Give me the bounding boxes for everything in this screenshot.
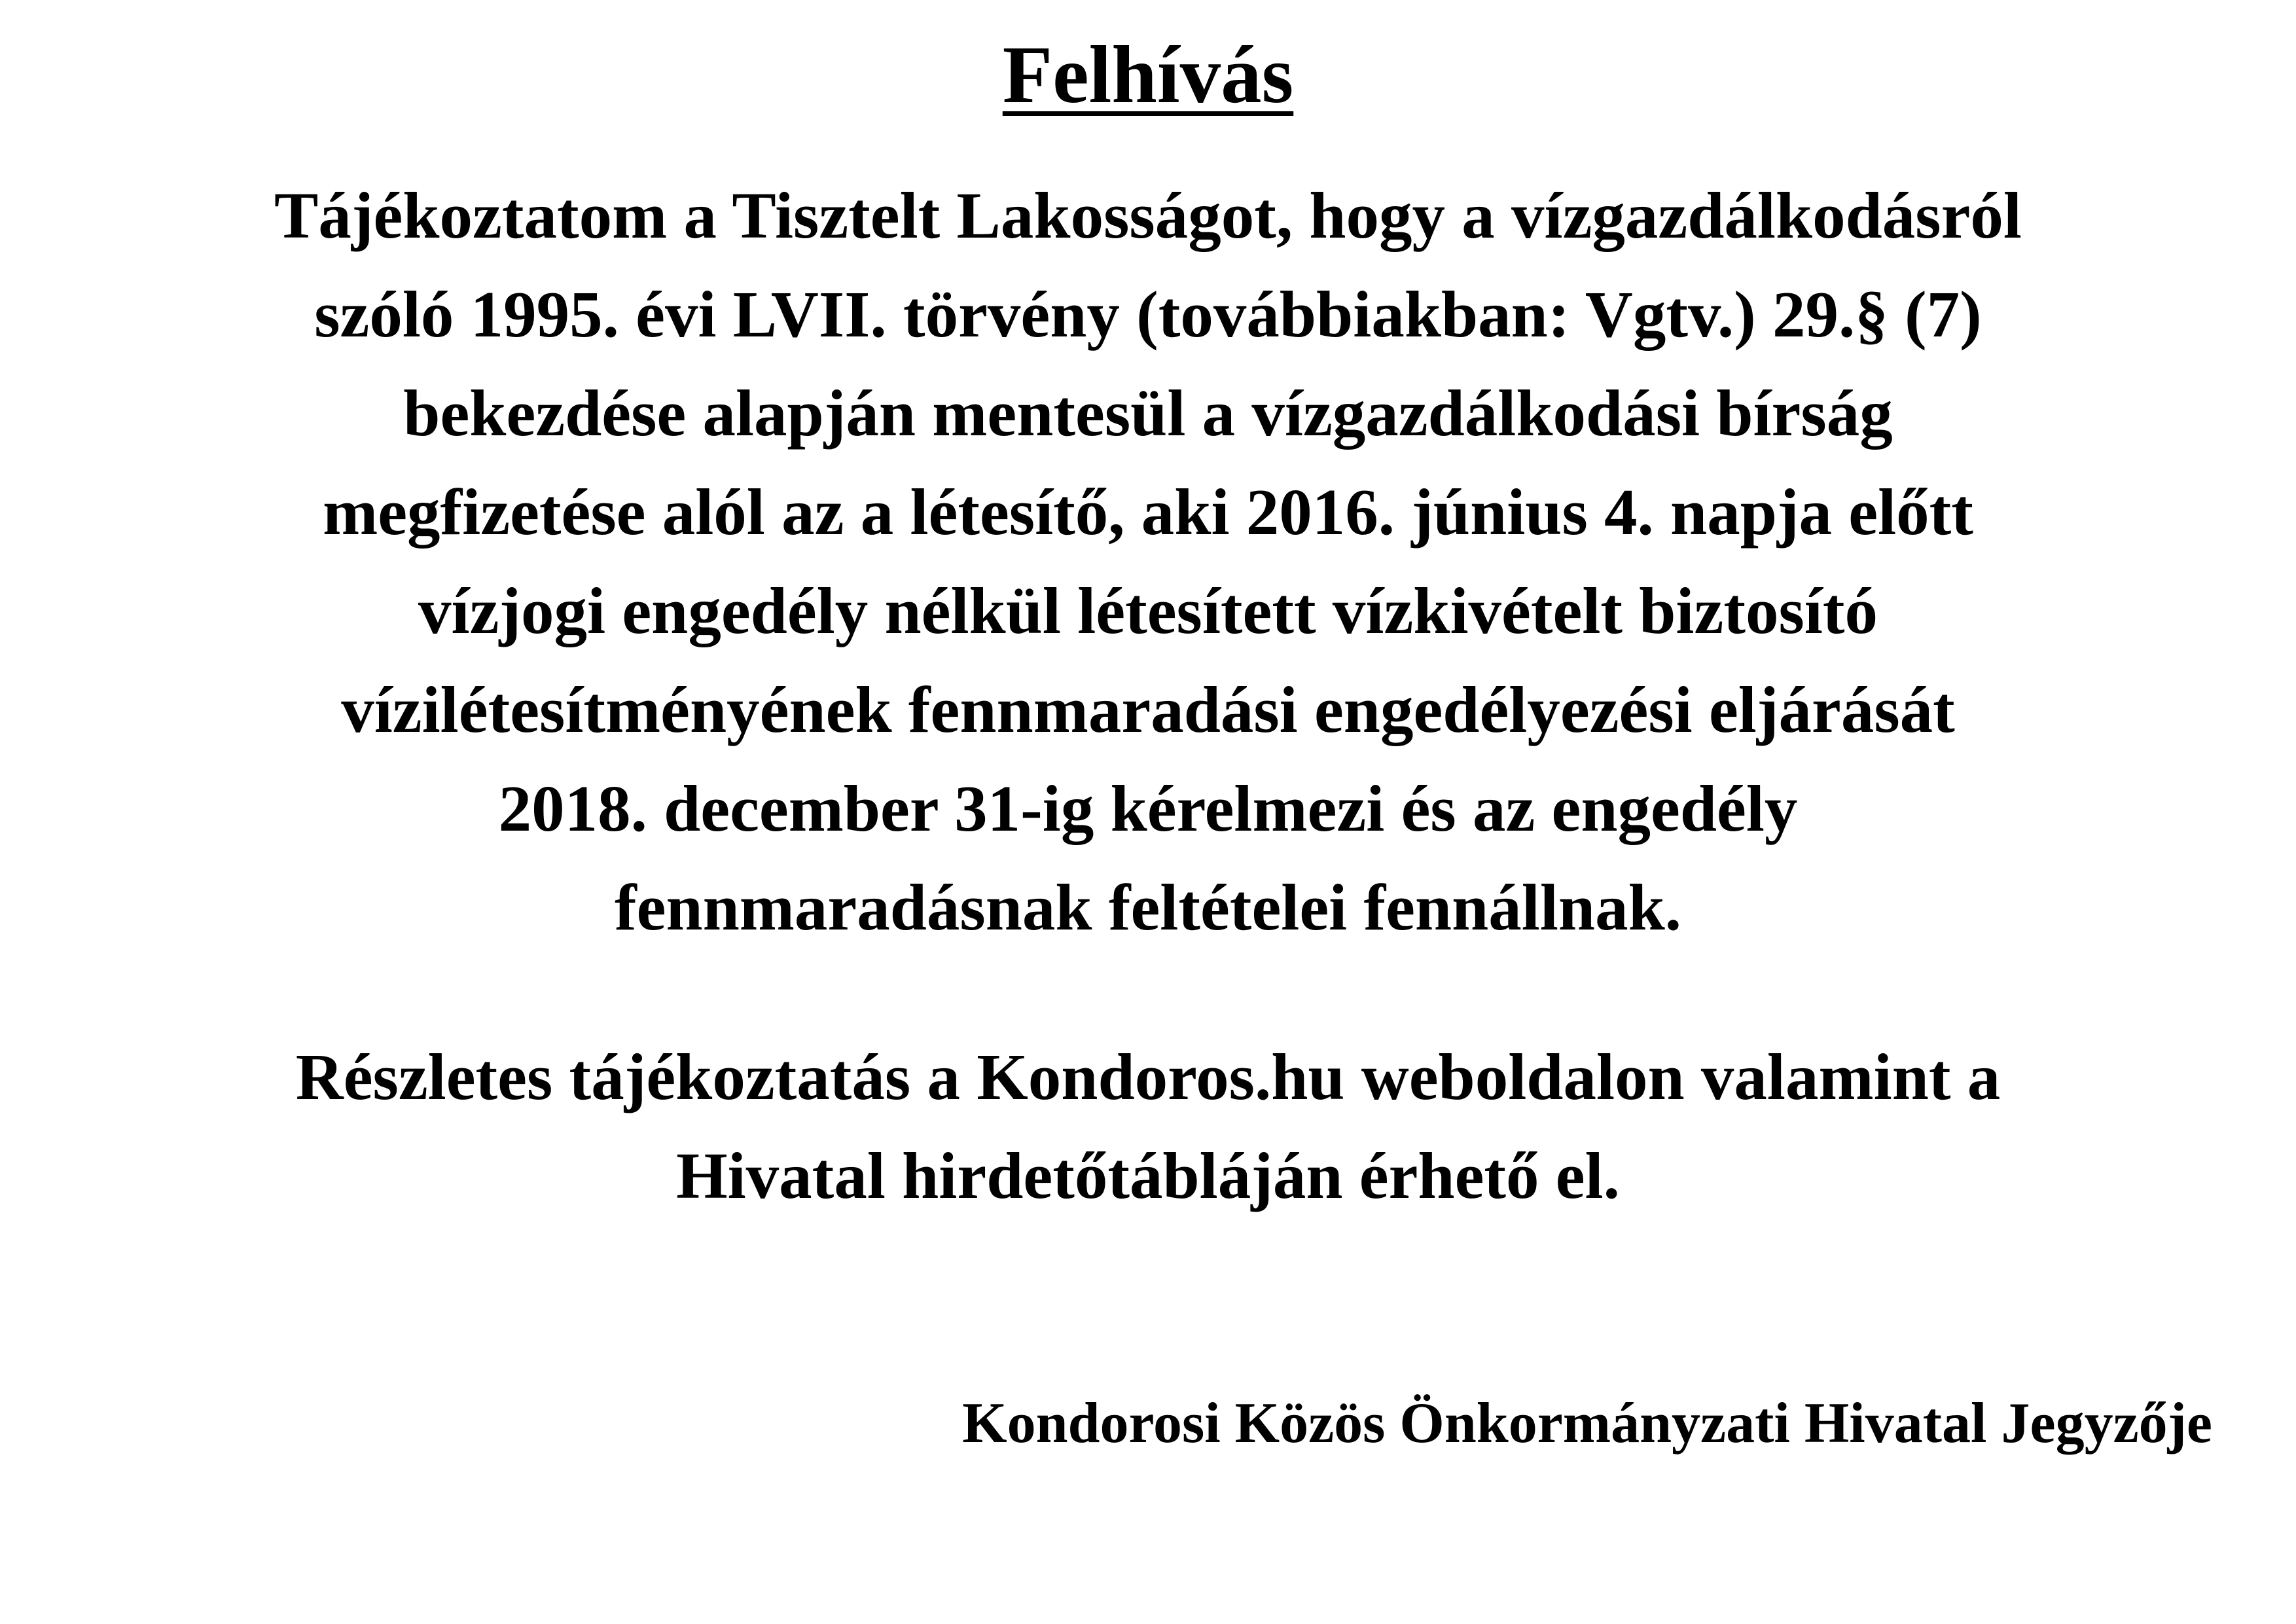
body-line: vízilétesítményének fennmaradási engedélyezési eljárását	[341, 673, 1955, 746]
body-line: szóló 1995. évi LVII. törvény (továbbiakban: Vgtv.) 29.§ (7)	[314, 278, 1982, 351]
closing-line: Részletes tájékoztatás a Kondoros.hu weboldalon valamint a	[295, 1040, 2001, 1113]
notice-closing	[26, 1028, 2270, 1225]
body-line: bekezdése alapján mentesül a vízgazdálkodási bírság	[403, 376, 1893, 450]
body-line: Tájékoztatom a Tisztelt Lakosságot, hogy a vízgazdálkodásról	[274, 179, 2022, 252]
body-line: vízjogi engedély nélkül létesített vízkivételt biztosító	[418, 574, 1878, 647]
notice-body	[26, 166, 2270, 957]
body-line: megfizetése alól az a létesítő, aki 2016. június 4. napja előtt	[323, 475, 1973, 549]
notice-title: Felhívás	[1002, 30, 1294, 120]
body-line: 2018. december 31-ig kérelmezi és az engedély	[498, 772, 1798, 845]
body-line: fennmaradásnak feltételei fennállnak.	[614, 871, 1681, 944]
notice-signature: Kondorosi Közös Önkormányzati Hivatal Jegyzője	[962, 1392, 2212, 1455]
closing-line: Hivatal hirdetőtábláján érhető el.	[676, 1139, 1620, 1212]
